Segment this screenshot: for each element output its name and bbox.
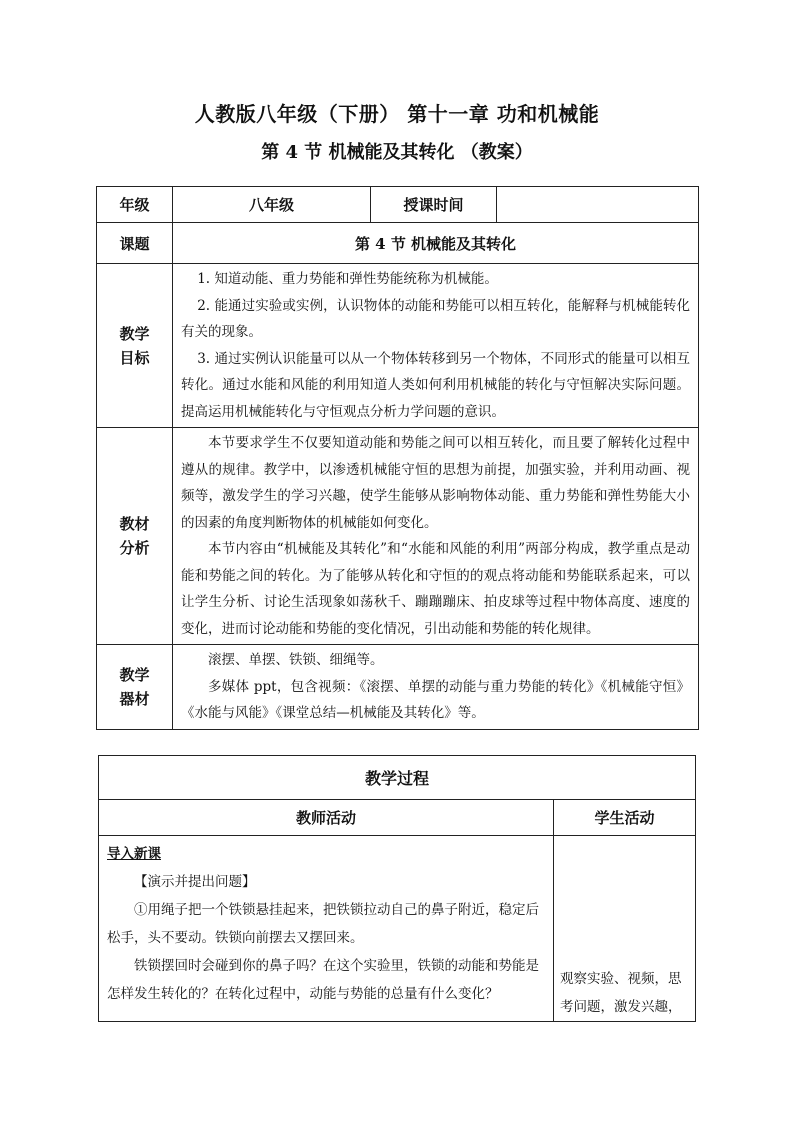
analysis-content [173,428,699,645]
student-activity-cell: 观察实验、视频，思考问题，激发兴趣， [554,836,696,1022]
demo-label: 【演示并提出问题】 [134,874,256,890]
goal-item: 3. 通过实例认识能量可以从一个物体转移到另一个物体，不同形式的能量可以相互转化。通过水能和风能的利用知道人类如何利用机械能的转化与守恒解决实际问题。提高运用机械能转化与守恒观点分析力学问题的意识。 [181,350,690,420]
process-paragraph: 铁锁摆回时会碰到你的鼻子吗？在这个实验里，铁锁的动能和势能是怎样发生转化的？在转化过程中，动能与势能的总量有什么变化？ [107,958,539,1002]
goals-label-line2: 目标 [119,348,150,367]
lesson-info-table [96,186,699,730]
equipment-label-line2: 器材 [119,689,150,708]
goals-label [97,264,173,428]
equipment-label [97,645,173,730]
equipment-paragraph: 多媒体 ppt，包含视频：《滚摆、单摆的动能与重力势能的转化》《机械能守恒》《水能与风能》《课堂总结—机械能及其转化》等。 [181,678,690,721]
goal-item: 2. 能通过实验或实例，认识物体的动能和势能可以相互转化，能解释与机械能转化有关的现象。 [181,297,690,340]
process-paragraph: ①用绳子把一个铁锁悬挂起来，把铁锁拉动自己的鼻子附近，稳定后松手，头不要动。铁锁向前摆去又摆回来。 [107,902,539,946]
grade-label: 年级 [97,187,173,223]
section-heading: 导入新课 [107,846,161,862]
document-title: 人教版八年级（下册） 第十一章 功和机械能 [194,102,600,126]
analysis-paragraph: 本节内容由“机械能及其转化”和“水能和风能的利用”两部分构成，教学重点是动能和势能之间的转化。为了能够从转化和守恒的的观点将动能和势能联系起来，可以让学生分析、讨论生活现象如荡秋千、蹦蹦蹦床、拍皮球等过程中物体高度、速度的变化，进而讨论动能和势能的变化情况，引出动能和势能的转化规律。 [181,541,690,637]
time-label: 授课时间 [371,187,497,223]
teaching-process-table [98,755,696,1022]
topic-value: 第 4 节 机械能及其转化 [173,223,699,264]
analysis-label-line2: 分析 [119,539,150,557]
equipment-paragraph: 滚摆、单摆、铁锁、细绳等。 [208,652,384,668]
topic-label: 课题 [97,223,173,264]
goals-label-line1: 教学 [119,324,150,343]
equipment-content [173,645,699,730]
student-activity-header: 学生活动 [554,800,696,836]
teacher-activity-cell [99,836,554,1022]
time-value [497,187,699,223]
teacher-activity-header: 教师活动 [99,800,554,836]
analysis-label-line1: 教材 [119,515,150,533]
analysis-paragraph: 本节要求学生不仅要知道动能和势能之间可以相互转化，而且要了解转化过程中遵从的规律。教学中，以渗透机械能守恒的思想为前提，加强实验，并利用动画、视频等，激发学生的学习兴趣，使学生能够从影响物体动能、重力势能和弹性势能大小的因素的角度判断物体的机械能如何变化。 [181,435,690,531]
grade-value: 八年级 [173,187,371,223]
equipment-label-line1: 教学 [119,665,150,684]
goals-content [173,264,699,428]
goal-item: 1. 知道动能、重力势能和弹性势能统称为机械能。 [197,271,498,287]
analysis-label [97,428,173,645]
document-subtitle: 第 4 节 机械能及其转化 （教案） [261,142,533,163]
process-title: 教学过程 [99,756,696,800]
